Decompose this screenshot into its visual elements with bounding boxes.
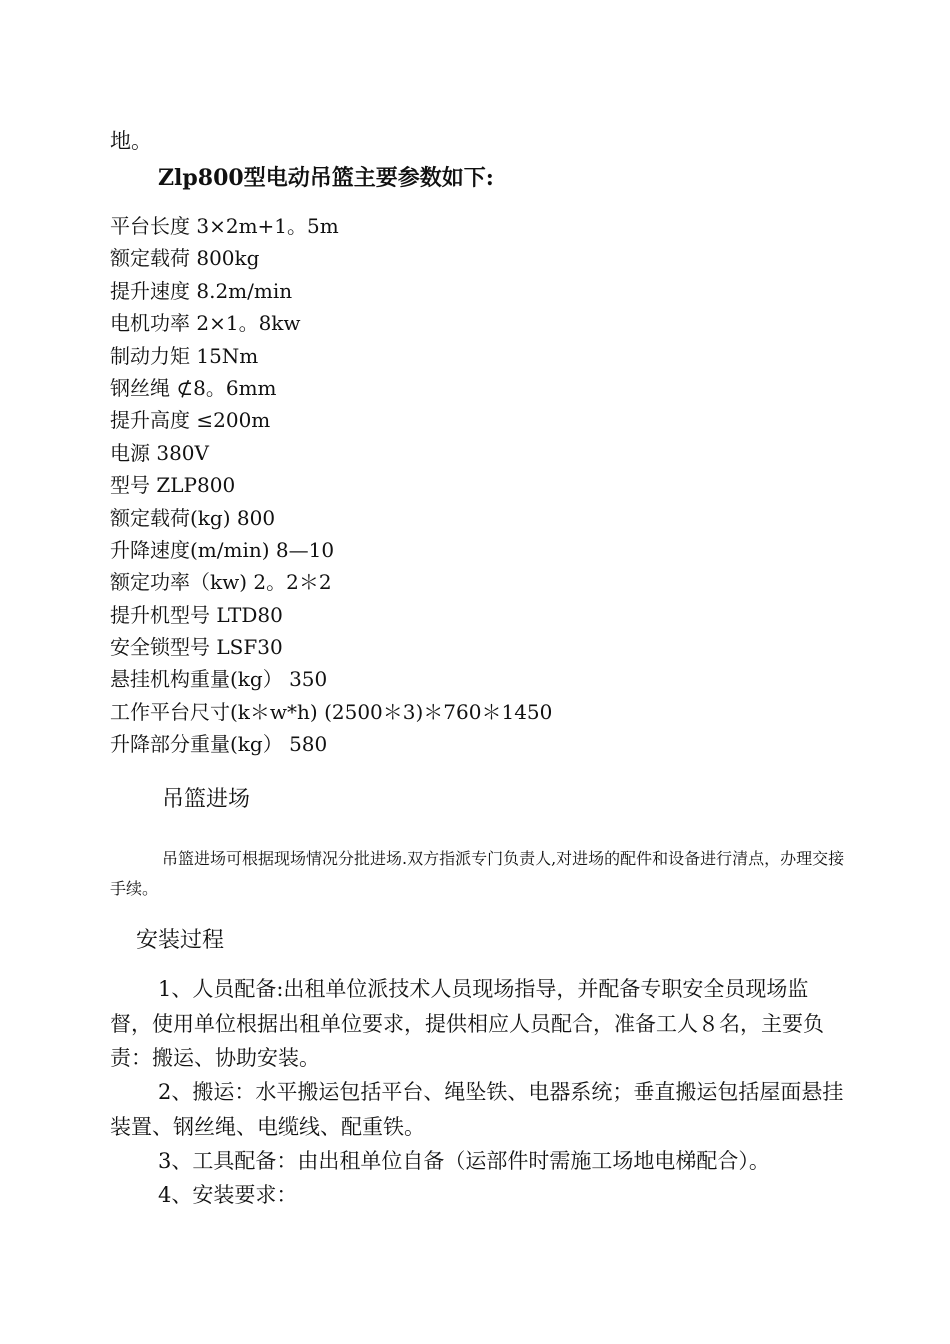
param-item: 平台长度 3×2m+1。5m [110, 214, 339, 238]
param-item: 电机功率 2×1。8kw [110, 311, 301, 336]
param-item: 电源 380V [110, 440, 209, 465]
param-item: 升降部分重量(kg） 580 [110, 732, 328, 757]
param-item: 型号 ZLP800 [110, 473, 236, 498]
param-item: 提升机型号 LTD80 [110, 602, 283, 627]
param-item: 额定载荷 800kg [110, 246, 260, 271]
param-item: 安全锁型号 LSF30 [110, 635, 283, 660]
param-item: 钢丝绳 ⊄8。6mm [110, 375, 277, 400]
param-item: 提升高度 ≤200m [110, 408, 271, 433]
install-item-requirements: 4、安装要求： [158, 1183, 298, 1207]
intro-fragment: 地。 [110, 129, 152, 153]
param-item: 额定载荷(kg) 800 [110, 505, 276, 530]
install-item-tools: 3、工具配备：由出租单位自备（运部件时需施工场地电梯配合）。 [158, 1149, 770, 1173]
params-title: Zlp800型电动吊篮主要参数如下: [158, 165, 494, 191]
param-item: 提升速度 8.2m/min [110, 278, 293, 303]
param-item: 制动力矩 15Nm [110, 343, 259, 368]
install-item-staffing: 1、人员配备:出租单位派技术人员现场指导，并配备专职安全员现场监督，使用单位根据出租单位要求，提供相应人员配合，准备工人８名，主要负责：搬运、协助安装。 [110, 977, 824, 1070]
section-install-title: 安装过程 [136, 928, 225, 953]
section-entry-text: 吊篮进场可根据现场情况分批进场.双方指派专门负责人,对进场的配件和设备进行清点，办理交接手续。 [110, 849, 845, 898]
params-list [110, 210, 552, 761]
param-item: 悬挂机构重量(kg） 350 [110, 667, 328, 692]
param-item: 升降速度(m/min) 8—10 [110, 537, 335, 562]
param-item: 工作平台尺寸(k＊w*h) (2500＊3)＊760＊1450 [110, 699, 553, 724]
install-item-transport: 2、搬运：水平搬运包括平台、绳坠铁、电器系统；垂直搬运包括屋面悬挂装置、钢丝绳、电缆线、配重铁。 [110, 1080, 844, 1139]
section-entry-title: 吊篮进场 [162, 787, 251, 812]
param-item: 额定功率（kw) 2。2＊2 [110, 570, 332, 595]
